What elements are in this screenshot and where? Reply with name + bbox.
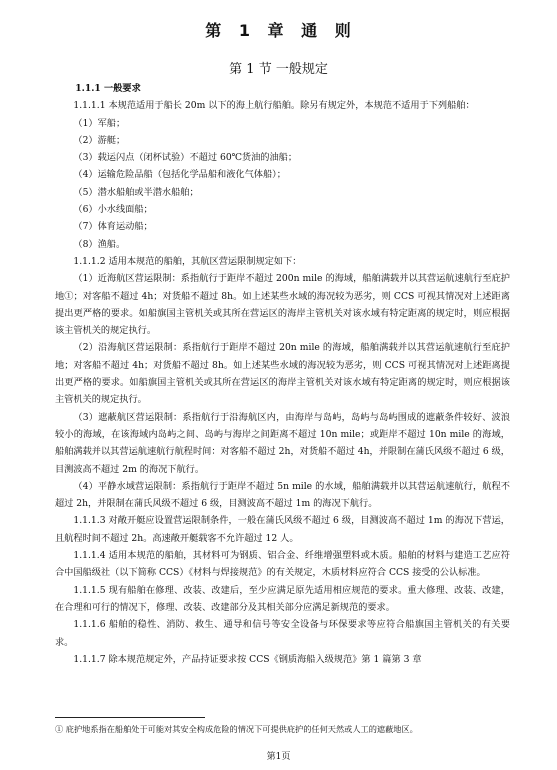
list-item: （4）运输危险品船（包括化学品船和液化气体船）；: [73, 169, 286, 181]
list-item: （1）军船；: [73, 117, 126, 129]
list-item: （6）小水线面船；: [73, 204, 153, 216]
zone-paragraph-sheltered: （3）遮蔽航区营运限制：系指航行于沿海航区内，由海岸与岛屿，岛屿与岛屿围成的遮蔽条件较好、波浪较小的海域，在该海域内岛屿之间、岛屿与海岸之间距离不超过 10n mile；或距岸不超过 10n mile 的海域，船舶满载并以其营运航速航行航程时间：对客船不超过 2h，对货船不超过 4h，并限制在蒲氏风级不超过 6 级，目测波高不超过 2m 的海况下航行。: [55, 411, 510, 475]
paragraph-1-1-1-7: 1.1.1.7 除本规范规定外，产品持证要求按 CCS《钢质海船入级规范》第 1 篇第 3 章: [73, 653, 422, 665]
heading-1-1-1: 1.1.1 一般要求: [75, 83, 141, 94]
list-item: （3）载运闪点（闭杯试验）不超过 60℃货油的油船；: [73, 152, 298, 164]
section-title: 第 1 节 一般规定: [229, 62, 328, 77]
list-item: （7）体育运动船；: [73, 221, 153, 233]
paragraph-1-1-1-6: 1.1.1.6 船舶的稳性、消防、救生、通导和信号等安全设备与环保要求等应符合船旗国主管机关的有关要求。: [55, 619, 510, 648]
footnote: ① 庇护地系指在船舶处于可能对其安全构成危险的情况下可提供庇护的任何天然或人工的遮蔽地区。: [55, 724, 418, 734]
zone-paragraph-calm-water: （4）平静水域营运限制：系指航行于距岸不超过 5n mile 的水域，船舶满载并以其营运航速航行，航程不超过 2h，并限制在蒲氏风级不超过 6 级，目测波高不超过 1m 的海况下航行。: [55, 480, 510, 510]
paragraph-1-1-1-1: 1.1.1.1 本规范适用于船长 20m 以下的海上航行船舶。除另有规定外，本规范不适用于下列船舶：: [73, 100, 475, 112]
zone-paragraph-nearshore: （1）近海航区营运限制：系指航行于距岸不超过 200n mile 的海域，船舶满载并以其营运航速航行至庇护地①；对客船不超过 4h；对货船不超过 8h。如上述某些水域的海况较为恶劣，则 CCS 可视其情况对上述距离提出更严格的要求。如船旗国主管机关或其所在营运区的海岸主管机关对该水域有特定距离的规定时，则应根据该主管机关的规定执行。: [55, 273, 510, 337]
paragraph-1-1-1-3: 1.1.1.3 对敞开艇应设置营运限制条件，一般在蒲氏风级不超过 6 级，目测波高不超过 1m 的海况下营运，且航程时间不超过 2h。高速敞开艇载客不允许超过 12 人。: [55, 515, 510, 544]
paragraph-1-1-1-5: 1.1.1.5 现有船舶在修理、改装、改建后，至少应满足原先适用相应规范的要求。重大修理、改装、改建，在合理和可行的情况下，修理、改装、改建部分及其相关部分应满足新规范的要求。: [55, 584, 510, 613]
document-body: [55, 80, 510, 668]
paragraph-1-1-1-2: 1.1.1.2 适用本规范的船舶，其航区营运限制规定如下：: [73, 255, 302, 267]
paragraph-1-1-1-4: 1.1.1.4 适用本规范的船舶，其材料可为钢质、铝合金、纤维增强塑料或木质。船舶的材料与建造工艺应符合中国船级社（以下简称 CCS）《材料与焊接规范》的有关规定，木质材料应符合 CCS 接受的公认标准。: [55, 550, 510, 579]
page-number: 第1页: [266, 752, 291, 762]
zone-paragraph-coastal: （2）沿海航区营运限制：系指航行于距岸不超过 20n mile 的海域，船舶满载并以其营运航速航行至庇护地；对客船不超过 4h；对货船不超过 8h。如上述某些水域的海况较为恶劣，则 CCS 可视其情况对上述距离提出更严格的要求。如船旗国主管机关或其所在营运区的海岸主管机关对该水域有特定距离的规定时，则应根据该主管机关的规定执行。: [55, 342, 510, 406]
chapter-title: 第 1 章 通 则: [205, 21, 352, 40]
list-item: （8）渔船。: [73, 238, 126, 250]
footnote-divider: [55, 717, 205, 718]
list-item: （2）游艇；: [73, 134, 126, 146]
list-item: （5）潜水船舶或半潜水船舶；: [73, 186, 199, 198]
